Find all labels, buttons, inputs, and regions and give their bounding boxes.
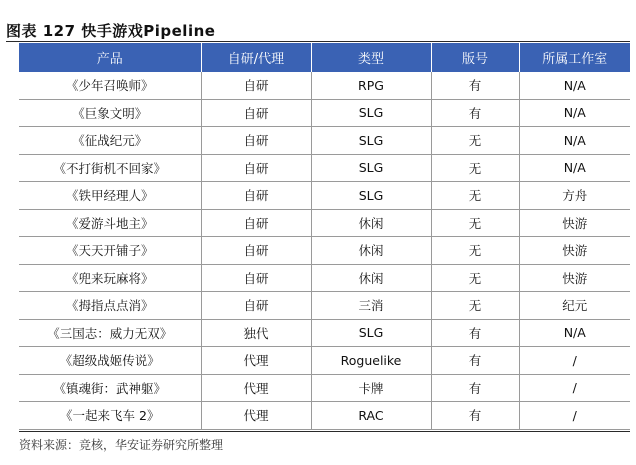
page-title: 图表 127 快手游戏Pipeline [6,22,216,40]
cell-license: 无 [431,154,519,182]
cell-product: 《天天开铺子》 [19,237,201,265]
pipeline-table [19,43,630,430]
table-row [19,237,630,265]
title-divider [6,41,630,42]
cell-source: 自研 [201,154,311,182]
cell-source: 代理 [201,347,311,375]
column-header-license: 版号 [431,43,519,72]
cell-source: 自研 [201,237,311,265]
column-header-source: 自研/代理 [201,43,311,72]
cell-license: 无 [431,264,519,292]
cell-studio: N/A [519,319,630,347]
cell-studio: N/A [519,99,630,127]
cell-product: 《爱游斗地主》 [19,209,201,237]
cell-product: 《兜来玩麻将》 [19,264,201,292]
cell-product: 《少年召唤师》 [19,72,201,99]
cell-license: 有 [431,402,519,430]
table-row [19,209,630,237]
cell-product: 《三国志：威力无双》 [19,319,201,347]
table-row [19,264,630,292]
table-row [19,182,630,210]
column-header-type: 类型 [311,43,431,72]
cell-type: SLG [311,127,431,155]
cell-type: 休闲 [311,237,431,265]
cell-studio: 方舟 [519,182,630,210]
cell-license: 有 [431,319,519,347]
cell-source: 自研 [201,264,311,292]
cell-source: 自研 [201,182,311,210]
cell-license: 无 [431,292,519,320]
column-header-studio: 所属工作室 [519,43,630,72]
cell-source: 自研 [201,292,311,320]
cell-type: RPG [311,72,431,99]
cell-source: 自研 [201,127,311,155]
cell-license: 无 [431,182,519,210]
cell-type: SLG [311,182,431,210]
cell-studio: / [519,402,630,430]
cell-type: 三消 [311,292,431,320]
cell-product: 《巨象文明》 [19,99,201,127]
cell-license: 有 [431,72,519,99]
table-row [19,292,630,320]
cell-type: SLG [311,154,431,182]
cell-source: 代理 [201,374,311,402]
table-row [19,402,630,430]
cell-source: 自研 [201,209,311,237]
cell-studio: 纪元 [519,292,630,320]
cell-source: 代理 [201,402,311,430]
cell-product: 《拇指点点消》 [19,292,201,320]
cell-license: 有 [431,99,519,127]
cell-product: 《征战纪元》 [19,127,201,155]
cell-studio: N/A [519,154,630,182]
table-row [19,127,630,155]
table-row [19,374,630,402]
column-header-product: 产品 [19,43,201,72]
source-divider [19,431,630,432]
cell-studio: 快游 [519,264,630,292]
cell-studio: 快游 [519,237,630,265]
table-row [19,319,630,347]
cell-license: 有 [431,347,519,375]
cell-studio: N/A [519,72,630,99]
table-row [19,154,630,182]
table-row [19,347,630,375]
source-note: 资料来源：竞核，华安证券研究所整理 [19,438,224,452]
cell-type: Roguelike [311,347,431,375]
cell-source: 自研 [201,99,311,127]
cell-studio: 快游 [519,209,630,237]
cell-type: RAC [311,402,431,430]
cell-studio: / [519,347,630,375]
cell-product: 《一起来飞车 2》 [19,402,201,430]
cell-license: 有 [431,374,519,402]
cell-type: SLG [311,99,431,127]
cell-studio: / [519,374,630,402]
table-row [19,72,630,99]
header-row [19,43,630,72]
cell-product: 《超级战姬传说》 [19,347,201,375]
cell-source: 自研 [201,72,311,99]
cell-license: 无 [431,127,519,155]
cell-studio: N/A [519,127,630,155]
cell-product: 《镇魂街：武神躯》 [19,374,201,402]
cell-license: 无 [431,209,519,237]
cell-source: 独代 [201,319,311,347]
cell-product: 《不打街机不回家》 [19,154,201,182]
cell-type: 休闲 [311,264,431,292]
cell-type: 卡牌 [311,374,431,402]
cell-product: 《铁甲经理人》 [19,182,201,210]
cell-license: 无 [431,237,519,265]
table-body [19,72,630,429]
table-row [19,99,630,127]
cell-type: 休闲 [311,209,431,237]
cell-type: SLG [311,319,431,347]
